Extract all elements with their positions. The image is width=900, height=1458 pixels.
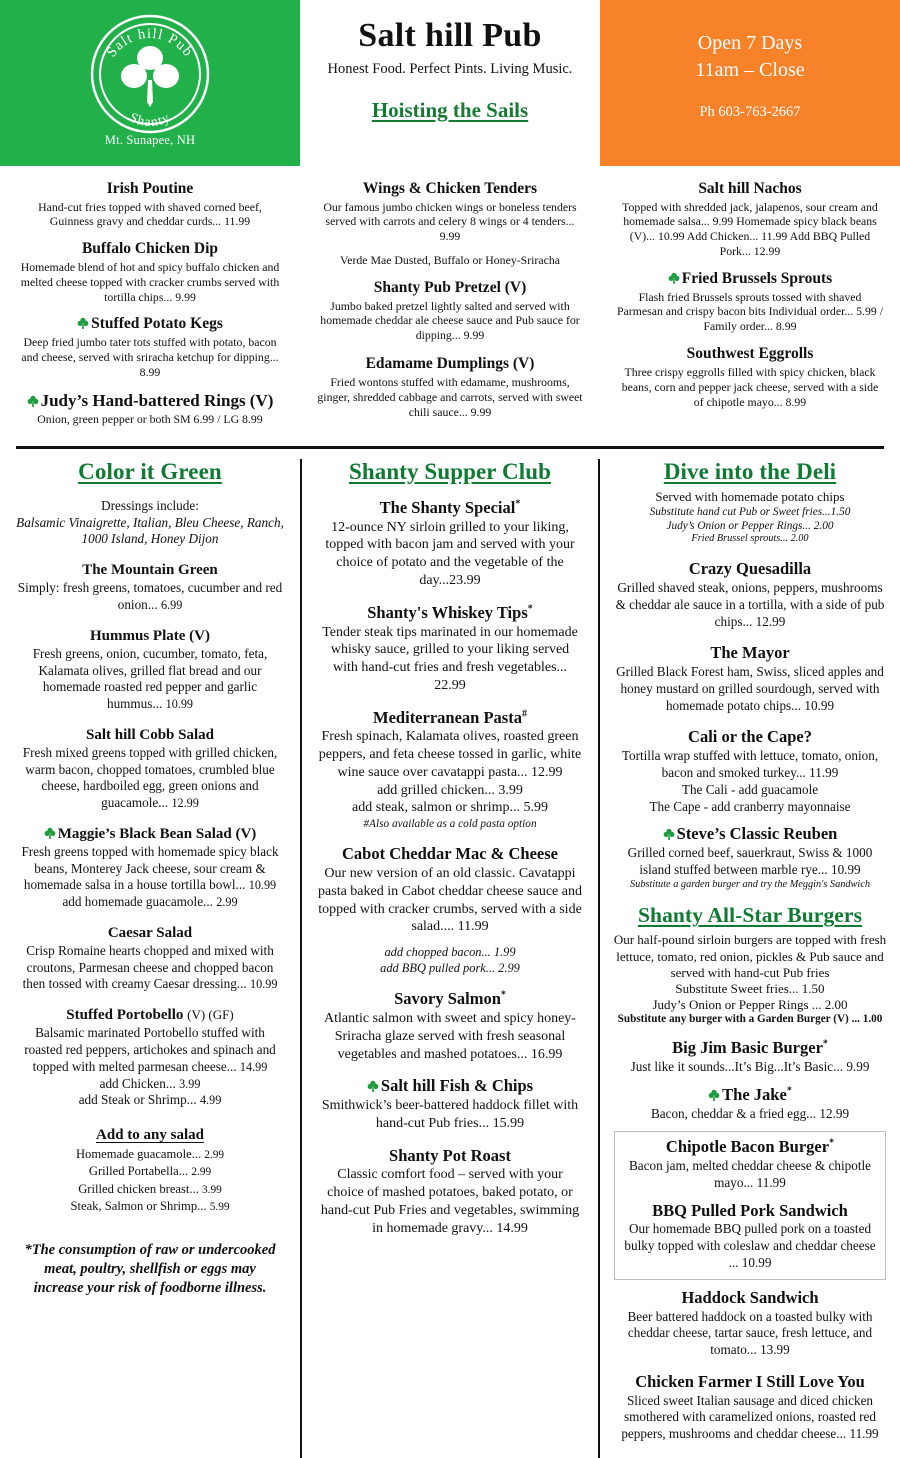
menu-item-desc: Just like it sounds...It’s Big...It’s Basic... 9.99 (630, 1059, 870, 1075)
menu-item-desc-text: Fresh greens topped with homemade spicy black beans, Monterey Jack cheese, sour cream & homemade salsa in a house tortilla bowl... (21, 843, 279, 893)
dressings-block (16, 498, 284, 548)
menu-item-name (612, 1038, 888, 1058)
menu-item-name-text: Shanty's Whiskey Tips (367, 602, 528, 622)
menu-item-addon-text: add Chicken... (99, 1075, 180, 1091)
menu-item-name: Irish Poutine (106, 180, 194, 197)
deli-burgers-section (600, 459, 900, 1458)
menu-item-desc: Our famous jumbo chicken wings or boneless tenders served with carrots and celery 8 wings or 4 tenders... 9.99 (323, 199, 577, 244)
menu-item-addon: add steak, salmon or shrimp... 5.99 (352, 800, 548, 816)
hoisting-the-sails-link[interactable]: Hoisting the Sails (371, 97, 529, 122)
menu-item-star: * (786, 1085, 792, 1097)
menu-item-price: 14.99 (239, 1059, 268, 1074)
menu-item-desc (16, 844, 284, 894)
menu-item-name (621, 1137, 879, 1157)
menu-item (314, 355, 586, 419)
add-on-price: 3.99 (202, 1183, 222, 1196)
menu-item-desc-text: Crisp Romaine hearts chopped and mixed with croutons, Parmesan cheese and chopped bacon then tossed with creamy Caesar dressing... (22, 942, 274, 992)
menu-item (318, 989, 582, 1063)
burgers-substitute-2: Judy’s Onion or Pepper Rings ... 2.00 (652, 997, 848, 1013)
menu-item-desc: Sliced sweet Italian sausage and diced chicken smothered with caramelized onions, roasted red peppers, mushrooms and cheddar cheese... 11.99 (621, 1392, 879, 1442)
add-on-label: Grilled chicken breast... (78, 1181, 202, 1196)
menu-item (612, 727, 888, 815)
shamrock-icon (44, 827, 56, 839)
menu-item (616, 270, 884, 334)
main-menu-sections (0, 449, 900, 1458)
menu-item-name: The Mountain Green (82, 562, 218, 579)
menu-item (612, 1085, 888, 1123)
menu-item-name-text: The Jake (722, 1084, 787, 1104)
menu-item-addon-text: add Steak or Shrimp... (78, 1092, 200, 1108)
menu-item-name (318, 603, 582, 623)
reuben-substitute-note: Substitute a garden burger and try the Meggin's Sandwich (630, 878, 870, 890)
menu-item (318, 708, 582, 832)
menu-item-name (16, 1006, 284, 1024)
menu-item (612, 1288, 888, 1359)
add-on-price: 2.99 (204, 1149, 225, 1162)
dressings-label: Dressings include: (101, 497, 199, 513)
shamrock-icon (27, 395, 39, 407)
menu-item-star: * (829, 1137, 835, 1149)
shamrock-icon (708, 1089, 720, 1101)
menu-item-name-text: Judy’s Hand-battered Rings (V) (40, 390, 274, 410)
menu-item-desc: Jumbo baked pretzel lightly salted and served with homemade cheddar ale cheese sauce and Pub sauce for dipping... 9.99 (320, 298, 580, 343)
menu-item-desc: Grilled shaved steak, onions, peppers, mushrooms & cheddar ale sauce in a tortilla, with a side of pub chips... 12.99 (615, 580, 885, 629)
add-on-row (16, 1198, 284, 1215)
wings-flavors-note: Verde Mae Dusted, Buffalo or Honey-Sriracha (340, 253, 560, 268)
burgers-substitute-1: Substitute Sweet fries... 1.50 (675, 981, 825, 997)
menu-item-addon (16, 1076, 284, 1093)
cold-pasta-note: #Also available as a cold pasta option (363, 818, 537, 831)
menu-item-name: Wings & Chicken Tenders (362, 180, 538, 197)
add-on-label: Grilled Portabella... (88, 1164, 192, 1179)
appetizer-column-1 (0, 180, 300, 438)
menu-item (20, 315, 280, 379)
add-on-row (16, 1146, 284, 1163)
menu-item-desc (16, 1025, 284, 1075)
shamrock-icon (367, 1080, 379, 1092)
menu-item-desc (16, 646, 284, 713)
menu-item-desc: Topped with shredded jack, jalapenos, sour cream and homemade salsa... 9.99 Homemade spicy black beans (V)... 10.99 Add Chicken... 11.99 Add BBQ Pulled Pork... 12.99 (622, 199, 878, 259)
menu-item-name-text: The Shanty Special (379, 497, 516, 517)
page-title: Salt hill Pub (358, 17, 542, 54)
salt-hill-pub-logo (84, 8, 216, 140)
appetizer-column-3 (600, 180, 900, 438)
menu-item-name (16, 825, 284, 843)
burgers-intro: Our half-pound sirloin burgers are topped with fresh lettuce, tomato, red onion, pickles & Pub sauce and served with hand-cut Pub fries (613, 932, 887, 980)
menu-item (314, 180, 586, 268)
menu-item-desc: Grilled Black Forest ham, Swiss, sliced apples and honey mustard on grilled sourdough, served with homemade potato chips... 10.99 (616, 664, 884, 713)
menu-item (612, 1038, 888, 1076)
deli-heading: Dive into the Deli (663, 458, 837, 484)
menu-item-option: The Cape - add cranberry mayonnaise (649, 798, 851, 814)
appetizers-section (0, 166, 900, 438)
menu-item-suffix: (V) (GF) (187, 1007, 234, 1023)
menu-header (0, 0, 900, 166)
add-to-any-salad-block (16, 1127, 284, 1215)
menu-item-desc: Bacon jam, melted cheddar cheese & chipotle mayo... 11.99 (628, 1158, 872, 1190)
menu-item-desc: Tortilla wrap stuffed with lettuce, tomato, onion, bacon and smoked turkey... 11.99 (621, 748, 879, 780)
menu-item (16, 627, 284, 713)
menu-item (16, 825, 284, 911)
menu-item-desc (16, 745, 284, 812)
menu-item-name: Cali or the Cape? (688, 727, 812, 747)
header-title-panel (300, 0, 600, 166)
menu-item-addon: add chopped bacon... 1.99 (384, 945, 516, 960)
menu-item (20, 240, 280, 304)
menu-item-star: * (515, 498, 521, 510)
burgers-substitute-3: Substitute any burger with a Garden Burger (V) ... 1.00 (617, 1013, 883, 1026)
menu-item-name-text: Steve’s Classic Reuben (676, 824, 838, 844)
menu-item-name-text: Big Jim Basic Burger (672, 1038, 823, 1058)
menu-item-desc (16, 580, 284, 614)
supper-club-heading: Shanty Supper Club (348, 458, 552, 484)
menu-item (612, 1372, 888, 1443)
menu-item (318, 603, 582, 695)
menu-item-name-text: Salt hill Fish & Chips (380, 1076, 534, 1096)
svg-text:Shanty (127, 109, 172, 129)
menu-item-desc: Three crispy eggrolls filled with spicy chicken, black beans, corn and pepper jack cheese, served with a side of chipotle mayo... 8.99 (621, 364, 879, 409)
menu-item (612, 559, 888, 630)
menu-item-name: Shanty Pub Pretzel (V) (373, 279, 527, 297)
menu-item-name-text: Savory Salmon (394, 989, 501, 1009)
logo-bottom-text: Shanty (127, 109, 173, 130)
menu-item-star: * (527, 603, 533, 615)
menu-item (314, 279, 586, 343)
salads-section (0, 459, 300, 1458)
menu-item-name (318, 989, 582, 1009)
menu-item-name: Crazy Quesadilla (688, 559, 812, 579)
shamrock-icon (668, 272, 680, 284)
menu-item (318, 1076, 582, 1132)
menu-item-desc: Homemade blend of hot and spicy buffalo chicken and melted cheese topped with cracker crumbs served with tortilla chips... 9.99 (20, 259, 280, 304)
menu-item-price: 12.99 (171, 796, 199, 811)
menu-item-addon-text: add homemade guacamole... (62, 894, 217, 910)
menu-item (16, 1006, 284, 1109)
menu-item (20, 391, 280, 427)
menu-item-name: Shanty Pot Roast (389, 1145, 511, 1165)
hours-line-1: Open 7 Days (697, 32, 803, 54)
menu-item-desc-text: Simply: fresh greens, tomatoes, cucumber and red onion... (17, 580, 283, 612)
menu-item-price: 10.99 (250, 977, 278, 992)
header-tagline: Honest Food. Perfect Pints. Living Music. (327, 60, 573, 77)
menu-item-desc: Smithwick’s beer-battered haddock fillet with hand-cut Pub fries... 15.99 (321, 1098, 579, 1131)
menu-item-name: Chicken Farmer I Still Love You (635, 1371, 865, 1391)
menu-item-name: BBQ Pulled Pork Sandwich (652, 1200, 848, 1220)
deli-substitute-2: Judy’s Onion or Pepper Rings... 2.00 (666, 520, 834, 533)
menu-item-name: The Mayor (710, 643, 790, 663)
menu-item-desc-text: Fresh greens, onion, cucumber, tomato, feta, Kalamata olives, grilled flat bread and our homemade roasted red pepper and garlic hummus... (32, 645, 268, 712)
menu-item-desc-text: Balsamic marinated Portobello stuffed with roasted red peppers, artichokes and spinach and topped with melted parmesan cheese... (24, 1025, 276, 1074)
menu-item (16, 924, 284, 993)
menu-item (318, 498, 582, 590)
menu-item-name (612, 1085, 888, 1105)
menu-item-name-text: Maggie’s Black Bean Salad (V) (57, 825, 257, 842)
menu-item-desc: Our new version of an old classic. Cavatappi pasta baked in Cabot cheddar cheese sauce and topped with cracker crumbs, served with a side salad.... 11.99 (318, 866, 582, 935)
menu-item-name: Hummus Plate (V) (90, 627, 210, 644)
menu-item (621, 1201, 879, 1272)
menu-item-price: 10.99 (248, 878, 277, 893)
menu-item-desc: Onion, green pepper or both SM 6.99 / LG 8.99 (37, 412, 263, 427)
menu-item-name: Buffalo Chicken Dip (81, 240, 219, 258)
menu-item-desc: Hand-cut fries topped with shaved corned beef, Guinness gravy and cheddar curds... 11.99 (38, 199, 262, 229)
menu-item-desc: Atlantic salmon with sweet and spicy honey-Sriracha glaze served with fresh seasonal vegetables and mashed potatoes... 16.99 (324, 1011, 576, 1062)
salads-heading: Color it Green (78, 458, 222, 484)
menu-item-name: Southwest Eggrolls (686, 345, 814, 363)
header-hours-panel (600, 0, 900, 166)
menu-item-star: * (500, 989, 506, 1001)
menu-item-name (20, 315, 280, 334)
add-on-row (16, 1163, 284, 1180)
menu-item-desc: Deep fried jumbo tater tots stuffed with potato, bacon and cheese, served with sriracha ketchup for dipping... 8.99 (21, 335, 279, 379)
header-logo-panel (0, 0, 300, 166)
deli-substitute-1: Substitute hand cut Pub or Sweet fries...1.50 (649, 506, 851, 519)
menu-item-desc-text: Fresh mixed greens topped with grilled chicken, warm bacon, chopped tomatoes, crumbled blue cheese, hardboiled egg, green onions and guacamole... (22, 744, 278, 811)
menu-item-desc: Our homemade BBQ pulled pork on a toasted bulky topped with coleslaw and cheddar cheese ... 10.99 (624, 1221, 876, 1270)
menu-item-name: Salt hill Cobb Salad (86, 726, 214, 743)
add-on-row (16, 1181, 284, 1198)
appetizer-column-2 (300, 180, 600, 438)
menu-item-desc: Tender steak tips marinated in our homemade whisky sauce, grilled to your liking served with hand-cut fries and fresh vegetables... 22.99 (322, 624, 578, 693)
menu-item-name (318, 498, 582, 518)
supper-club-section (300, 459, 600, 1458)
menu-item-name: Cabot Cheddar Mac & Cheese (341, 844, 558, 864)
hours-line-2: 11am – Close (695, 59, 805, 81)
menu-item (612, 643, 888, 714)
phone-number: Ph 603-763-2667 (699, 104, 801, 120)
add-on-price: 5.99 (209, 1200, 230, 1213)
menu-item-name (318, 708, 582, 728)
menu-item (318, 844, 582, 976)
deli-served-with: Served with homemade potato chips (655, 488, 845, 504)
menu-item-name-text: Stuffed Potato Kegs (91, 315, 223, 333)
menu-item-desc: 12-ounce NY sirloin grilled to your liking, topped with bacon jam and served with your choice of potato and the vegetable of the day...23.99 (325, 519, 575, 588)
add-on-price: 2.99 (191, 1166, 212, 1179)
menu-item-desc: Beer battered haddock on a toasted bulky with cheddar cheese, tartar sauce, fresh lettuce, and tomato... 13.99 (627, 1308, 873, 1358)
menu-item (16, 561, 284, 614)
menu-item-desc: Grilled corned beef, sauerkraut, Swiss & 1000 island stuffed between marble rye... 10.99 (627, 845, 873, 877)
menu-item-name (318, 1076, 582, 1096)
menu-item-desc: Classic comfort food – served with your choice of mashed potatoes, baked potato, or hand-cut Pub Fries and vegetables, swimming in homemade gravy... 14.99 (320, 1167, 580, 1236)
logo-top-text: Salt hill Pub (103, 25, 197, 61)
menu-item-name: Edamame Dumplings (V) (365, 355, 535, 373)
menu-item-name-text: Chipotle Bacon Burger (665, 1137, 830, 1157)
menu-item (616, 345, 884, 409)
menu-item-desc: Fresh spinach, Kalamata olives, roasted green peppers, and feta cheese tossed in garlic, white wine sauce over cavatappi pasta... 12.99 (318, 729, 582, 780)
menu-item-desc: Fried wontons stuffed with edamame, mushrooms, ginger, shredded cabbage and carrots, served with sweet chili sauce... 9.99 (317, 374, 583, 419)
menu-item-star: # (521, 708, 527, 720)
menu-item-addon-price: 3.99 (179, 1076, 201, 1091)
menu-item (616, 180, 884, 259)
menu-item-name: Salt hill Nachos (698, 180, 802, 197)
menu-item-name-text: Stuffed Portobello (66, 1007, 184, 1024)
shamrock-icon (663, 828, 675, 840)
menu-item-star: * (822, 1038, 828, 1050)
add-to-any-salad-heading: Add to any salad (96, 1127, 204, 1144)
featured-sandwiches-box (614, 1131, 886, 1279)
menu-item-name-text: Mediterranean Pasta (373, 707, 522, 727)
menu-item-addon (16, 1092, 284, 1109)
header-location: Mt. Sunapee, NH (104, 133, 196, 147)
deli-substitute-3: Fried Brussel sprouts... 2.00 (691, 533, 809, 545)
food-safety-disclaimer: *The consumption of raw or undercooked meat, poultry, shellfish or eggs may increase your risk of foodborne illness. (24, 1242, 276, 1297)
add-on-label: Steak, Salmon or Shrimp... (70, 1198, 210, 1213)
dressings-list: Balsamic Vinaigrette, Italian, Bleu Cheese, Ranch, 1000 Island, Honey Dijon (16, 514, 284, 547)
menu-item (16, 726, 284, 812)
menu-item-addon-price: 4.99 (199, 1093, 222, 1108)
menu-item (318, 1146, 582, 1238)
menu-item-desc: Flash fried Brussels sprouts tossed with shaved Parmesan and crispy bacon bits Individual order... 5.99 / Family order... 8.99 (616, 289, 884, 334)
menu-item-desc: Bacon, cheddar & a fried egg... 12.99 (650, 1105, 850, 1121)
menu-item-price: 10.99 (165, 697, 194, 712)
menu-item-name (616, 270, 884, 289)
menu-item-name-text: Fried Brussels Sprouts (681, 270, 833, 288)
menu-item-addon: add grilled chicken... 3.99 (377, 782, 523, 798)
add-on-label: Homemade guacamole... (75, 1147, 205, 1162)
menu-item (612, 824, 888, 891)
menu-item-option: The Cali - add guacamole (681, 781, 819, 797)
menu-item-price: 6.99 (160, 597, 183, 612)
menu-item-name: Haddock Sandwich (681, 1287, 819, 1307)
menu-item-addon-price: 2.99 (216, 895, 238, 910)
menu-item-desc (16, 943, 284, 993)
menu-item-name: Caesar Salad (107, 924, 193, 941)
menu-item (621, 1137, 879, 1191)
shamrock-icon (77, 317, 89, 329)
menu-item-addon: add BBQ pulled pork... 2.99 (380, 960, 520, 975)
menu-item-name (612, 824, 888, 844)
burgers-heading: Shanty All-Star Burgers (637, 903, 863, 928)
shamrock-icon (121, 46, 179, 107)
menu-item-name (20, 391, 280, 411)
menu-item (20, 180, 280, 229)
menu-item-addon (16, 894, 284, 911)
